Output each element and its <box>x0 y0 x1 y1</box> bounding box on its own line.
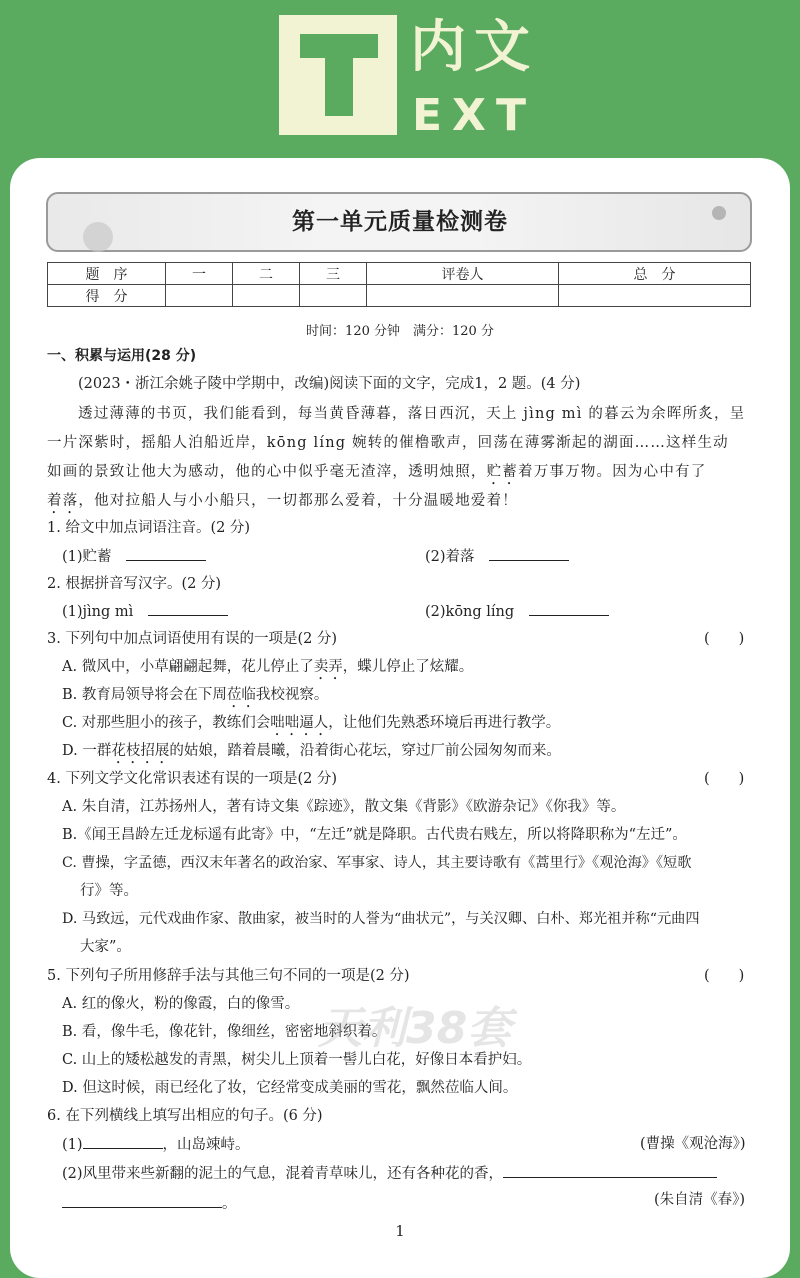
option-d-cont: 大家”。 <box>80 939 131 955</box>
dotted-word: 着落 <box>47 493 79 509</box>
watermark-logo: 天利38套 <box>318 1003 512 1054</box>
option-d[interactable]: D. 但这时候，雨已经化了妆，它经常变成美丽的雪花，飘然莅临人间。 <box>62 1080 518 1096</box>
table-cell: 题 序 <box>48 263 166 285</box>
answer-item <box>425 601 609 622</box>
header-en-text: EXT <box>412 90 536 141</box>
table-cell: 二 <box>232 263 299 285</box>
answer-paren[interactable]: ( ) <box>704 968 745 984</box>
answer-blank[interactable] <box>83 1134 163 1149</box>
option-c[interactable]: C. 曹操，字孟德，西汉末年著名的政治家、军事家、诗人，其主要诗歌有《蒿里行》《观沧海》《短歌 <box>62 855 692 871</box>
option-text: A. 微风中，小草翩翩起舞，花儿停止了 <box>62 659 314 675</box>
section-heading: 一、积累与运用(28 分) <box>47 348 197 364</box>
passage-line <box>47 491 518 517</box>
score-field[interactable] <box>366 285 558 307</box>
option-text: ，蝶儿停止了炫耀。 <box>342 659 474 675</box>
answer-label: (2)kōng líng <box>425 604 515 620</box>
score-table <box>47 262 751 307</box>
table-cell: 得 分 <box>48 285 166 307</box>
answer-blank[interactable] <box>489 546 569 561</box>
answer-blank[interactable] <box>503 1163 717 1178</box>
question-stem: 1. 给文中加点词语注音。(2 分) <box>47 520 251 536</box>
option-a[interactable] <box>62 657 473 683</box>
table-cell: 总 分 <box>558 263 750 285</box>
passage-text: ，他对拉船人与小小船只，一切都那么爱着，十分温暖地爱着！ <box>78 493 519 509</box>
question-stem: 6. 在下列横线上填写出相应的句子。(6 分) <box>47 1108 323 1124</box>
score-field[interactable] <box>166 285 233 307</box>
passage-text: 着万事万物。因为心中有了 <box>518 464 707 480</box>
answer-label: 。 <box>222 1196 237 1212</box>
passage-line <box>47 462 706 488</box>
answer-item <box>62 601 228 622</box>
option-d[interactable] <box>62 741 561 767</box>
answer-paren[interactable]: ( ) <box>704 631 745 647</box>
score-field[interactable] <box>232 285 299 307</box>
table-cell: 一 <box>166 263 233 285</box>
question-stem: 2. 根据拼音写汉字。(2 分) <box>47 576 222 592</box>
table-cell: 三 <box>299 263 366 285</box>
score-field[interactable] <box>299 285 366 307</box>
answer-blank[interactable] <box>529 601 609 616</box>
answer-item <box>425 546 569 567</box>
option-c-cont: 行》等。 <box>80 883 138 899</box>
table-row <box>48 263 751 285</box>
passage-intro: (2023・浙江余姚子陵中学期中，改编)阅读下面的文字，完成1，2 题。(4 分) <box>78 376 581 392</box>
page-title: 第一单元质量检测卷 <box>292 209 508 235</box>
score-field[interactable] <box>558 285 750 307</box>
question-stem: 3. 下列句中加点词语使用有误的一项是(2 分) <box>47 631 338 647</box>
option-text: ，让他们先熟悉环境后再进行教学。 <box>328 715 561 731</box>
option-b[interactable]: B. 看，像牛毛，像花针，像细丝，密密地斜织着。 <box>62 1024 387 1040</box>
header-cn-text: 内文 <box>410 15 538 80</box>
answer-label: ，山岛竦峙。 <box>162 1137 250 1153</box>
option-text: B. 教育局领导将会在下周 <box>62 687 227 703</box>
fill-item <box>62 1163 717 1184</box>
answer-item <box>62 546 206 567</box>
table-cell: 评卷人 <box>366 263 558 285</box>
fill-item <box>62 1134 250 1155</box>
table-row <box>48 285 751 307</box>
option-b[interactable] <box>62 685 328 711</box>
fill-item <box>62 1193 237 1214</box>
passage-line: 一片深紫时，摇船人泊船近岸，kōng líng 婉转的催橹歌声，回荡在薄雾渐起的湖面……这样生动 <box>47 435 729 451</box>
answer-label: (1)jìng mì <box>62 604 134 620</box>
answer-label: (1)贮蓄 <box>62 549 112 565</box>
question-stem: 4. 下列文学文化常识表述有误的一项是(2 分) <box>47 771 338 787</box>
passage-line: 透过薄薄的书页，我们能看到，每当黄昏薄暮，落日西沉，天上 jìng mì 的暮云为余晖所炙，呈 <box>78 406 746 422</box>
answer-paren[interactable]: ( ) <box>704 771 745 787</box>
option-c[interactable]: C. 山上的矮松越发的青黑，树尖儿上顶着一髻儿白花，好像日本看护妇。 <box>62 1052 532 1068</box>
option-text: C. 对那些胆小的孩子，教练们会 <box>62 715 271 731</box>
option-text: 我校视察。 <box>255 687 329 703</box>
option-a[interactable]: A. 朱自清，江苏扬州人，著有诗文集《踪迹》，散文集《背影》《欧游杂记》《你我》等。 <box>62 799 626 815</box>
answer-blank[interactable] <box>148 601 228 616</box>
option-a[interactable]: A. 红的像火，粉的像霞，白的像雪。 <box>62 996 300 1012</box>
passage-text: 如画的景致让他大为感动，他的心中似乎毫无渣滓，透明烛照， <box>47 464 487 480</box>
answer-blank[interactable] <box>126 546 206 561</box>
dotted-word: 贮蓄 <box>486 464 519 480</box>
answer-label: (2)风里带来些新翻的泥土的气息，混着青草味儿，还有各种花的香， <box>62 1166 504 1182</box>
option-text: 的姑娘，踏着晨曦，沿着街心花坛，穿过厂前公园匆匆而来。 <box>169 743 561 759</box>
header-banner <box>0 0 800 160</box>
t-logo-stem <box>325 34 353 116</box>
question-stem: 5. 下列句子所用修辞手法与其他三句不同的一项是(2 分) <box>47 968 410 984</box>
answer-label: (2)着落 <box>425 549 475 565</box>
option-d[interactable]: D. 马致远，元代戏曲作家、散曲家，被当时的人誉为“曲状元”，与关汉卿、白朴、郑光祖并称“元曲四 <box>62 911 700 927</box>
dotted-word: 花枝招展 <box>111 743 170 759</box>
option-b[interactable]: B.《闻王昌龄左迁龙标遥有此寄》中，“左迁”就是降职。古代贵右贱左，所以将降职称为“左迁”。 <box>62 827 687 843</box>
dotted-word: 卖弄 <box>313 659 343 675</box>
answer-blank[interactable] <box>62 1193 222 1208</box>
option-text: D. 一群 <box>62 743 112 759</box>
exam-meta: 时间：120 分钟 满分：120 分 <box>306 324 494 339</box>
source-citation: (朱自清《春》) <box>654 1192 746 1208</box>
dotted-word: 莅临 <box>226 687 256 703</box>
dotted-word: 咄咄逼人 <box>270 715 329 731</box>
source-citation: (曹操《观沧海》) <box>640 1136 746 1152</box>
option-c[interactable] <box>62 713 560 739</box>
page-number: 1 <box>395 1222 405 1240</box>
answer-label: (1) <box>62 1137 83 1153</box>
